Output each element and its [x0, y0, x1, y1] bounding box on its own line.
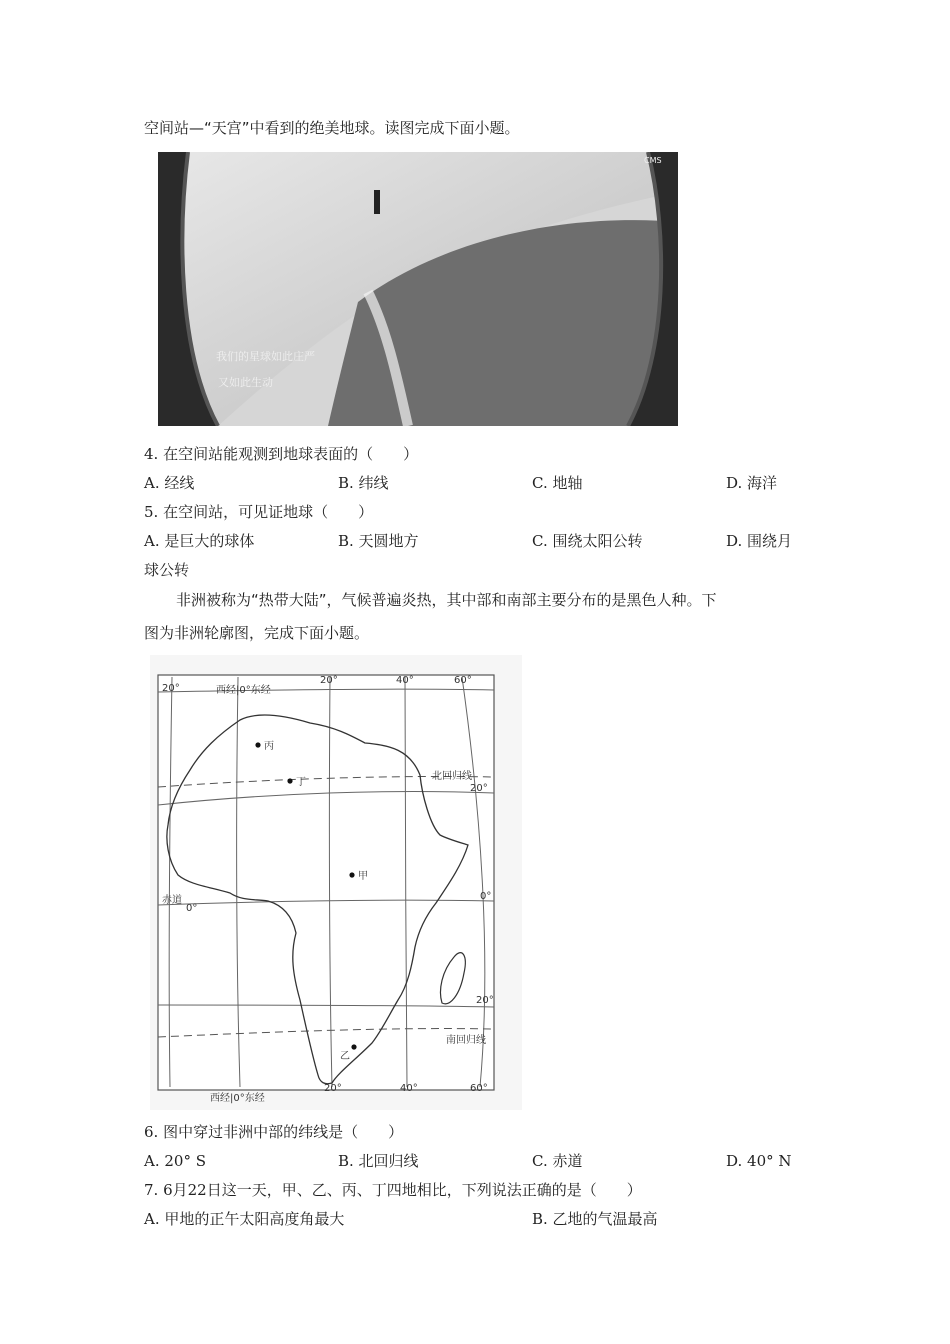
map-equator-label: 赤道 [162, 895, 182, 906]
map-lon-60-bottom: 60° [470, 1083, 488, 1094]
q5-option-d: D. 围绕月 [726, 532, 793, 550]
map-lon-40-top: 40° [396, 675, 414, 686]
map-lat-20s: 20° [476, 995, 494, 1006]
q5-option-d-continued: 球公转 [144, 561, 190, 579]
photo-caption-line2: 又如此生动 [218, 376, 273, 389]
q7-stem: 7. 6月22日这一天，甲、乙、丙、丁四地相比，下列说法正确的是（ ） [144, 1181, 642, 1199]
map-lat-20n: 20° [470, 783, 488, 794]
photo-corner-mark: CMS [644, 156, 662, 165]
africa-outline-map [150, 655, 522, 1110]
point-jia-label: 甲 [358, 871, 368, 882]
map-lat-0-left: 0° [186, 903, 198, 914]
q6-stem: 6. 图中穿过非洲中部的纬线是（ ） [144, 1123, 404, 1141]
photo-caption-line1: 我们的星球如此庄严 [216, 350, 315, 363]
map-tropic-south-label: 南回归线 [446, 1035, 486, 1046]
q4-option-d: D. 海洋 [726, 474, 778, 492]
q4-option-a: A. 经线 [144, 474, 195, 492]
q5-option-b: B. 天圆地方 [338, 532, 419, 550]
q6-option-d: D. 40° N [726, 1152, 792, 1170]
point-bing-label: 丙 [264, 741, 274, 752]
q6-option-b: B. 北回归线 [338, 1152, 419, 1170]
q7-option-b: B. 乙地的气温最高 [532, 1210, 658, 1228]
q4-option-c: C. 地轴 [532, 474, 583, 492]
intro-text-1: 空间站—“天宫”中看到的绝美地球。读图完成下面小题。 [144, 119, 520, 137]
q5-option-a: A. 是巨大的球体 [144, 532, 255, 550]
map-lon-60-top: 60° [454, 675, 472, 686]
map-lat-0-right: 0° [480, 891, 492, 902]
intro-text-2-line2: 图为非洲轮廓图，完成下面小题。 [144, 624, 370, 642]
point-bing-marker [255, 742, 260, 747]
map-lon-20-left: 20° [162, 683, 180, 694]
map-bottom-label: 西经|0°东经 [210, 1093, 265, 1104]
point-yi-label: 乙 [340, 1051, 350, 1062]
space-station-photo [158, 152, 678, 426]
q5-option-c: C. 围绕太阳公转 [532, 532, 643, 550]
point-jia-marker [349, 872, 354, 877]
q6-option-a: A. 20° S [144, 1152, 206, 1170]
q5-stem: 5. 在空间站，可见证地球（ ） [144, 503, 374, 521]
point-ding-marker [287, 778, 292, 783]
map-tropic-north-label: 北回归线 [432, 771, 472, 782]
q4-option-b: B. 纬线 [338, 474, 389, 492]
point-yi-marker [351, 1044, 356, 1049]
map-lon-20-top: 20° [320, 675, 338, 686]
map-top-label: 西经|0°东经 [216, 685, 271, 696]
map-lon-20-bottom: 20° [324, 1083, 342, 1094]
intro-text-2-line1: 非洲被称为“热带大陆”，气候普遍炎热，其中部和南部主要分布的是黑色人种。下 [176, 591, 717, 609]
q7-option-a: A. 甲地的正午太阳高度角最大 [144, 1210, 345, 1228]
q6-option-c: C. 赤道 [532, 1152, 583, 1170]
point-ding-label: 丁 [296, 777, 306, 788]
map-lon-40-bottom: 40° [400, 1083, 418, 1094]
q4-stem: 4. 在空间站能观测到地球表面的（ ） [144, 445, 419, 463]
